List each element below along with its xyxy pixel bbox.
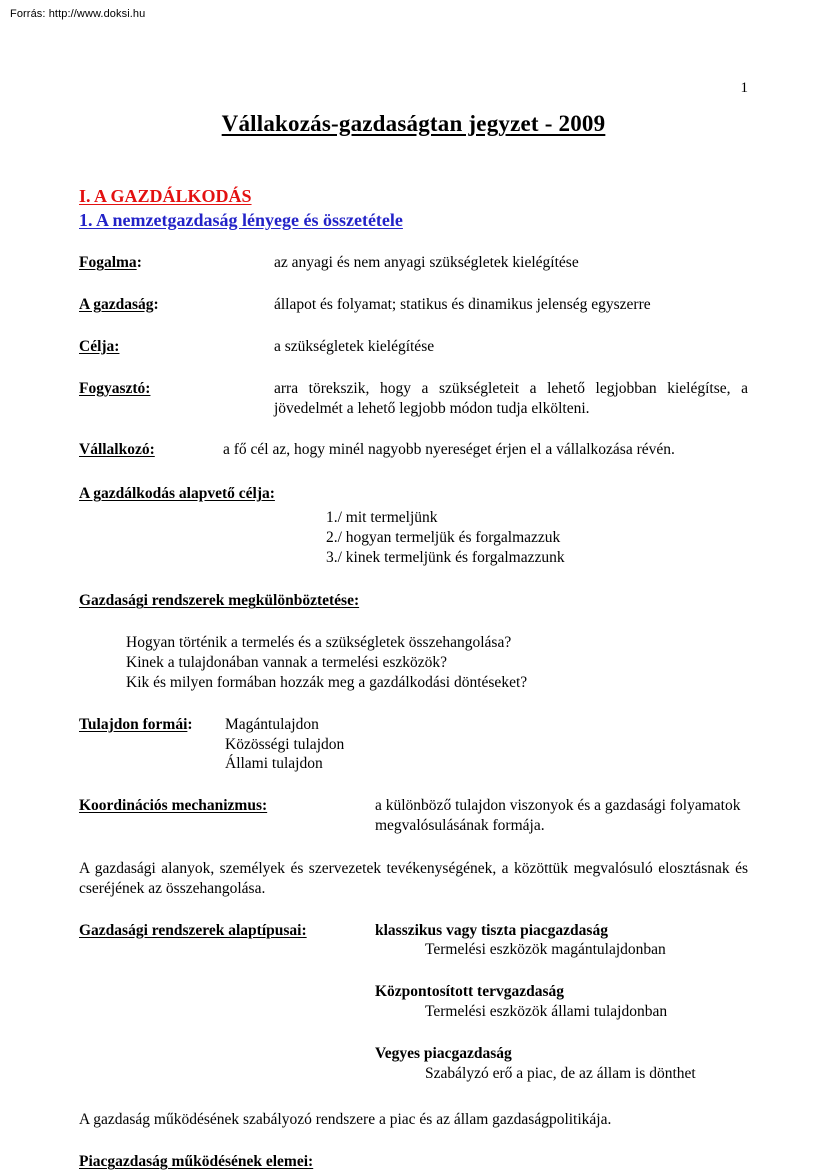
definition-value: arra törekszik, hogy a szükségleteit a lehető legjobban kielégítse, a jövedelmét a lehető legjobb módon tudja elkölteni. <box>274 379 748 417</box>
page-number: 1 <box>740 80 748 96</box>
system-type-item <box>375 921 748 961</box>
definition-value: állapot és folyamat; statikus és dinamikus jelenség egyszerre <box>274 296 651 314</box>
system-types-label <box>79 921 307 941</box>
system-type-item <box>375 982 748 1022</box>
goal-list <box>326 508 748 567</box>
definition-label <box>79 440 155 460</box>
closing-paragraph: A gazdaság működésének szabályozó rendszere a piac és az állam gazdaságpolitikája. <box>79 1110 612 1128</box>
coordination-label <box>79 796 267 816</box>
ownership-label-suffix: : <box>187 715 193 733</box>
document-body <box>79 186 748 1170</box>
goal-heading <box>79 484 748 504</box>
system-types-items <box>375 921 748 1084</box>
ownership-label <box>79 715 193 735</box>
page-title-text: Vállakozás-gazdaságtan jegyzet - 2009 <box>221 111 606 136</box>
ownership-list <box>225 715 748 774</box>
system-type-desc: Termelési eszközök állami tulajdonban <box>425 1003 668 1021</box>
definition-label <box>79 379 150 399</box>
coordination-block <box>79 796 748 836</box>
source-watermark: Forrás: http://www.doksi.hu <box>10 8 146 20</box>
final-heading-text: Piacgazdaság működésének elemei: <box>79 1153 314 1170</box>
coordination-label-text: Koordinációs mechanizmus: <box>79 797 268 815</box>
list-item: Magántulajdon <box>225 715 319 733</box>
list-item: 1./ mit termeljünk <box>326 508 438 526</box>
definition-label-suffix: : <box>136 254 142 272</box>
definition-row-fogalma <box>79 253 748 273</box>
definition-label-text: Célja: <box>79 337 120 355</box>
system-types-block <box>79 921 748 1084</box>
definition-row-a-gazdasag <box>79 295 748 315</box>
page-title <box>0 111 827 137</box>
chapter-heading <box>79 186 748 208</box>
goal-heading-text: A gazdálkodás alapvető célja: <box>79 485 275 503</box>
definition-row-fogyaszto <box>79 379 748 419</box>
definition-label <box>79 337 119 357</box>
coordination-paragraph: A gazdasági alanyok, személyek és szervezetek tevékenységének, a közöttük megvalósuló elosztásnak és cseréjének az összehangolása. <box>79 859 748 897</box>
ownership-label-text: Tulajdon formái <box>79 715 188 733</box>
list-item: Közösségi tulajdon <box>225 735 345 753</box>
list-item: 3./ kinek termeljünk és forgalmazzunk <box>326 548 565 566</box>
list-item: Kinek a tulajdonában vannak a termelési eszközök? <box>126 654 448 672</box>
definition-label-text: A gazdaság <box>79 296 154 314</box>
chapter-heading-text: I. A GAZDÁLKODÁS <box>79 186 252 206</box>
definition-value: az anyagi és nem anyagi szükségletek kielégítése <box>274 254 579 272</box>
list-item: Állami tulajdon <box>225 755 323 773</box>
definition-label-text: Fogalma <box>79 254 137 272</box>
section-heading <box>79 210 748 232</box>
definition-row-celja <box>79 337 748 357</box>
distinction-heading <box>79 591 748 611</box>
distinction-heading-text: Gazdasági rendszerek megkülönböztetése: <box>79 592 360 610</box>
system-type-name: klasszikus vagy tiszta piacgazdaság <box>375 921 608 939</box>
coordination-value: a különböző tulajdon viszonyok és a gazdasági folyamatok megvalósulásának formája. <box>375 797 741 835</box>
definition-label-text: Vállalkozó: <box>79 441 155 459</box>
definition-value: a szükségletek kielégítése <box>274 337 435 355</box>
system-type-desc: Szabályzó erő a piac, de az állam is dönthet <box>425 1064 696 1082</box>
system-types-label-text: Gazdasági rendszerek alaptípusai: <box>79 921 307 939</box>
definition-label-suffix: : <box>153 296 159 314</box>
system-type-item <box>375 1044 748 1084</box>
definition-value: a fő cél az, hogy minél nagyobb nyereséget érjen el a vállalkozása révén. <box>223 441 675 459</box>
system-type-desc: Termelési eszközök magántulajdonban <box>425 941 666 959</box>
list-item: 2./ hogyan termeljük és forgalmazzuk <box>326 528 561 546</box>
list-item: Hogyan történik a termelés és a szükségletek összehangolása? <box>126 634 512 652</box>
distinction-question-list <box>126 633 748 692</box>
definition-label <box>79 253 142 273</box>
definition-label <box>79 295 159 315</box>
system-type-name: Központosított tervgazdaság <box>375 983 564 1001</box>
final-heading <box>79 1152 748 1170</box>
ownership-block <box>79 715 748 774</box>
system-type-name: Vegyes piacgazdaság <box>375 1044 512 1062</box>
definition-label-text: Fogyasztó: <box>79 379 151 397</box>
section-heading-text: 1. A nemzetgazdaság lényege és összetétele <box>79 209 403 230</box>
list-item: Kik és milyen formában hozzák meg a gazdálkodási döntéseket? <box>126 673 528 691</box>
definition-row-vallalkozo <box>79 440 748 460</box>
